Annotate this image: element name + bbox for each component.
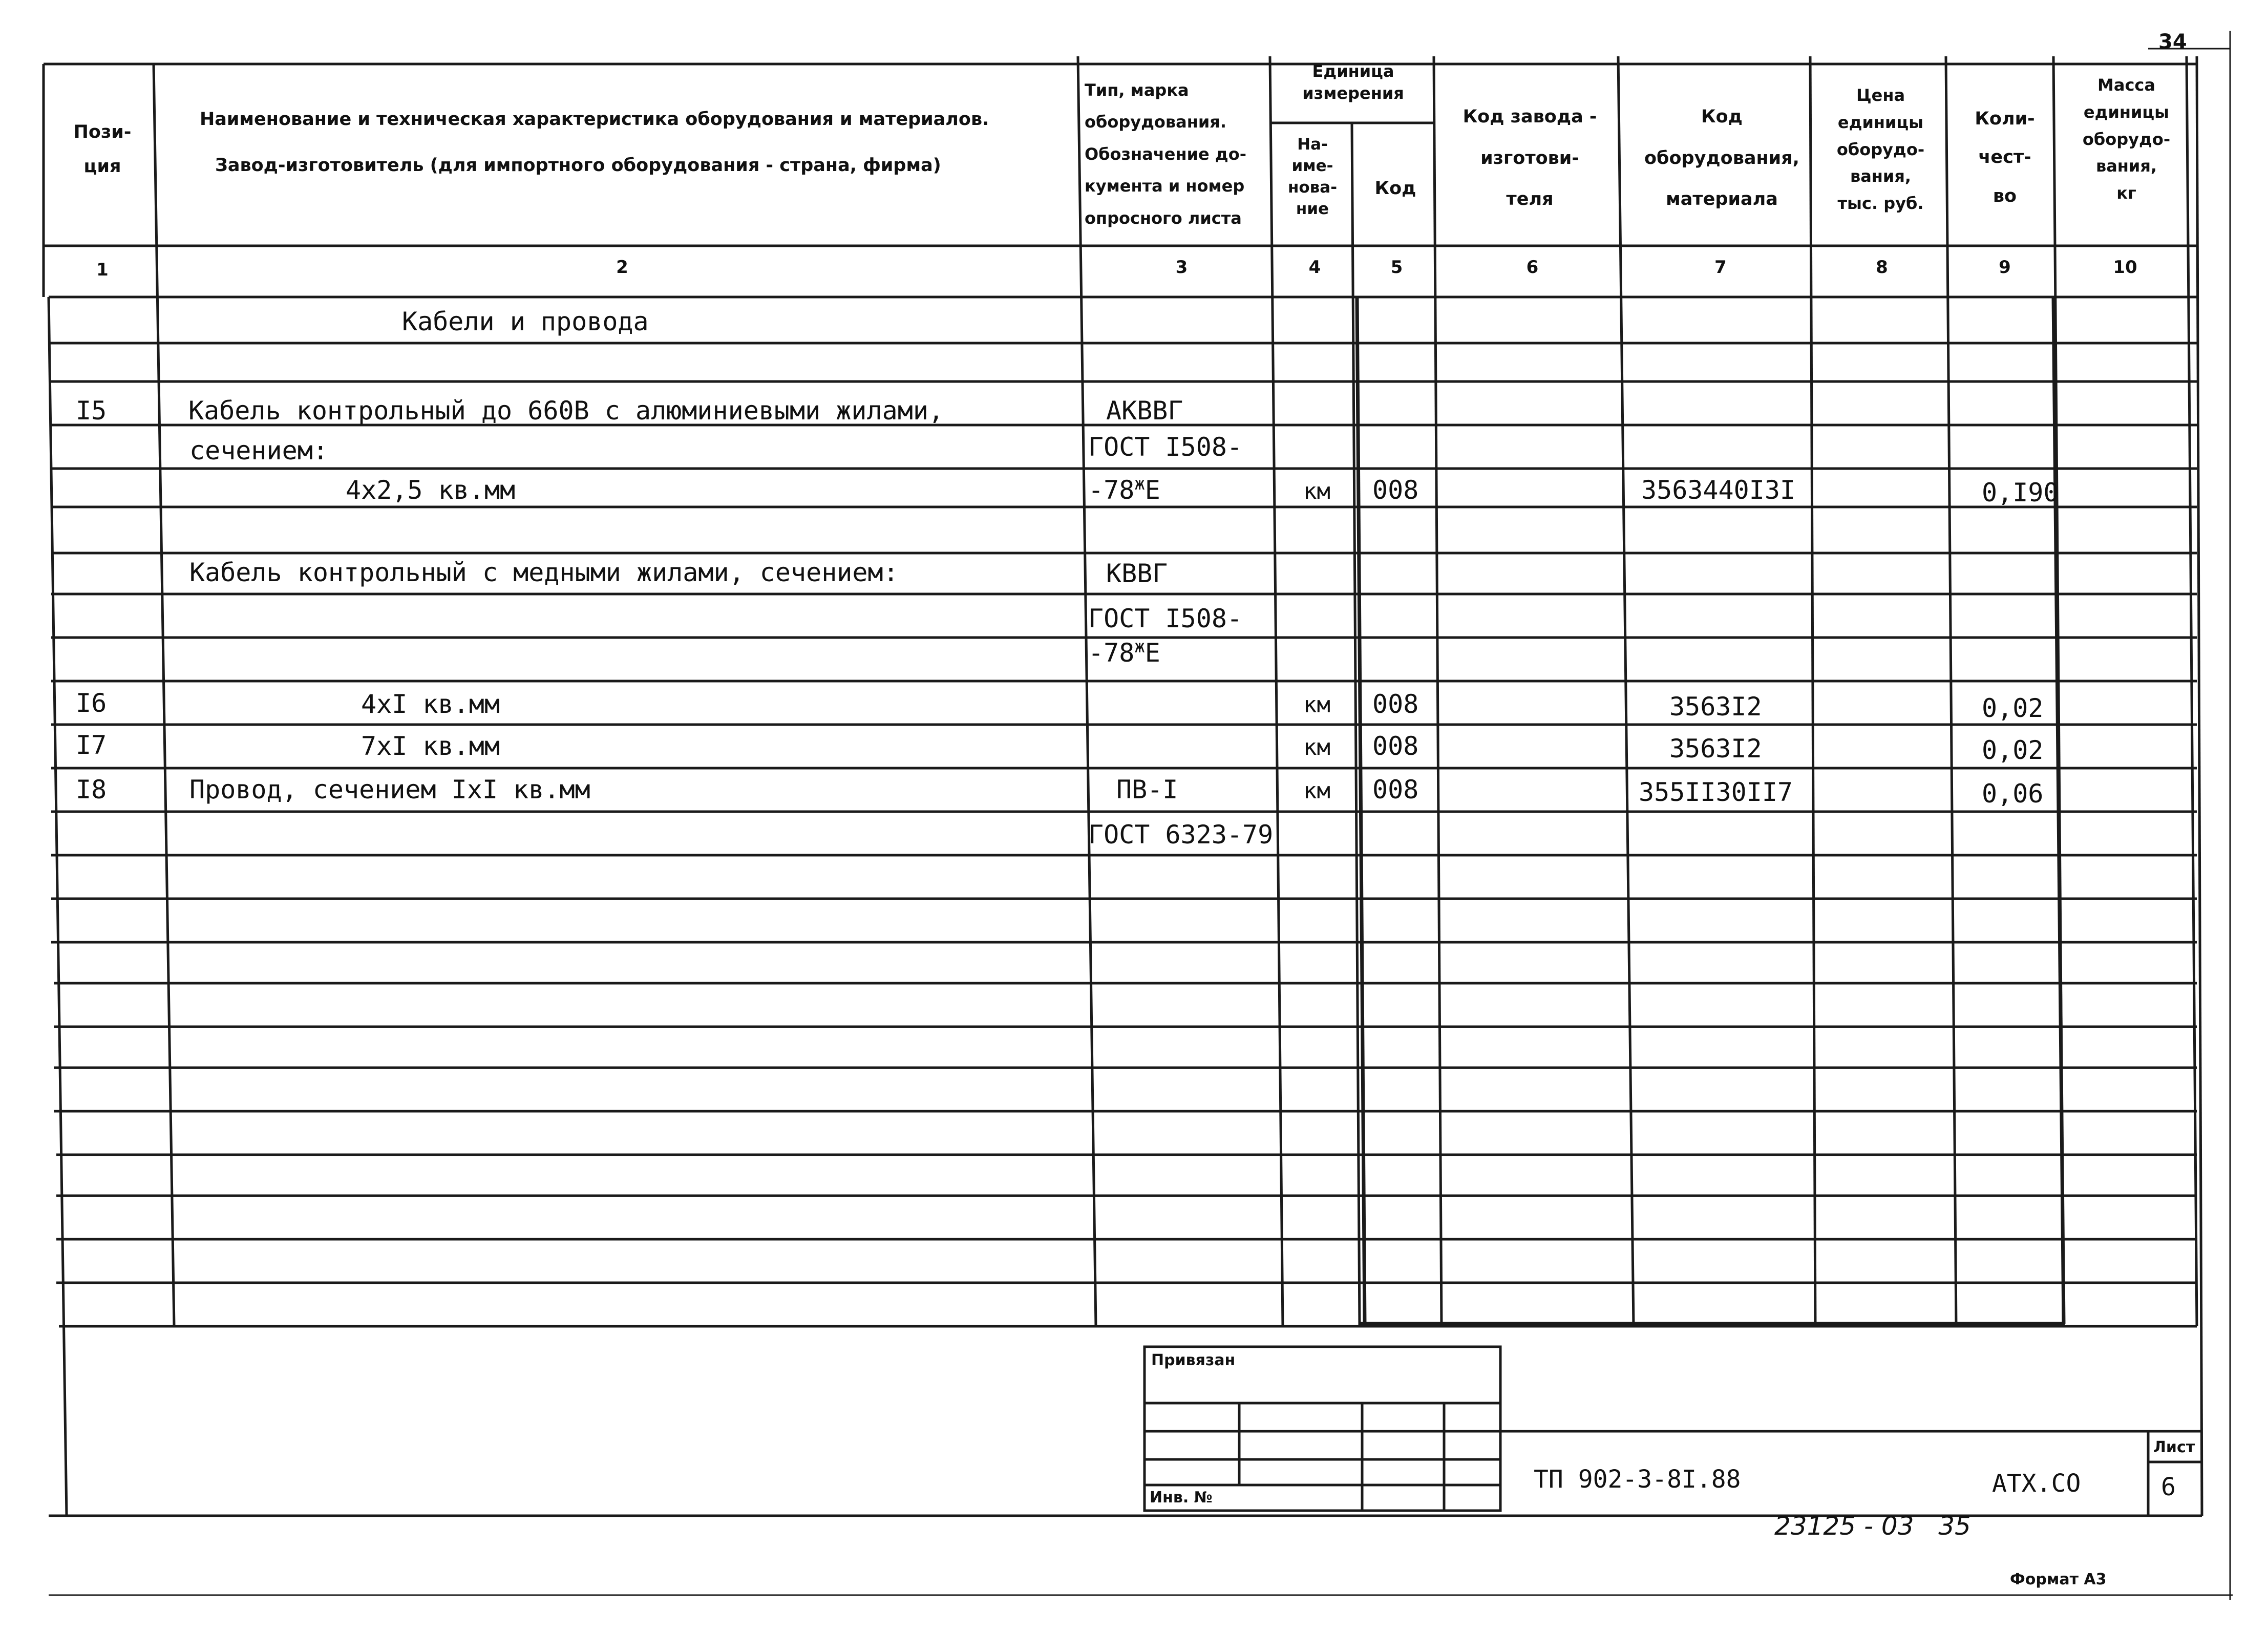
- item-16-unit-code: 008: [1372, 689, 1419, 719]
- column-number-2: 2: [616, 257, 628, 278]
- item-k-type: КВВГ: [1106, 559, 1168, 588]
- item-17-quantity: 0,02: [1982, 735, 2044, 765]
- header-name-line1: Наименование и техническая характеристика оборудования и материалов.: [200, 109, 989, 130]
- column-number-7: 7: [1714, 257, 1727, 278]
- item-18-equipment-code: 355II30II7: [1639, 777, 1793, 807]
- item-15-gost-line1: ГОСТ I508-: [1088, 432, 1243, 462]
- item-18-gost: ГОСТ 6323-79: [1088, 820, 1274, 850]
- header-mass: Масса единицы оборудо- вания, кг: [2082, 75, 2171, 203]
- item-15-unit: км: [1303, 478, 1330, 504]
- item-17-size: 7хI кв.мм: [361, 731, 500, 761]
- item-15-size: 4х2,5 кв.мм: [346, 475, 516, 505]
- item-15-quantity: 0,I90: [1982, 478, 2059, 507]
- sheet-label: Лист: [2153, 1438, 2195, 1456]
- position-16: I6: [76, 688, 107, 718]
- handwritten-inventory-note: 23125 - 03 35: [1774, 1511, 1971, 1541]
- item-k-gost-line1: ГОСТ I508-: [1088, 604, 1243, 633]
- format-label: Формат А3: [2010, 1571, 2107, 1588]
- item-16-unit: км: [1303, 692, 1330, 718]
- item-15-type: АКВВГ: [1106, 396, 1183, 426]
- item-k-name: Кабель контрольный с медными жилами, сечением:: [189, 558, 899, 587]
- column-number-3: 3: [1175, 257, 1188, 278]
- header-equipment-code: Код оборудования, материала: [1644, 107, 1799, 209]
- position-15: I5: [76, 396, 107, 426]
- column-number-10: 10: [2113, 257, 2137, 278]
- column-number-4: 4: [1308, 257, 1321, 278]
- header-plant-code: Код завода - изготови- теля: [1462, 107, 1597, 209]
- header-position: Пози- ция: [73, 122, 132, 177]
- sheet-number: 6: [2161, 1473, 2176, 1501]
- header-price: Цена единицы оборудо- вания, тыс. руб.: [1836, 86, 1925, 214]
- item-16-size: 4хI кв.мм: [361, 689, 500, 719]
- item-15-name: Кабель контрольный до 660В с алюминиевыми жилами,: [188, 396, 944, 426]
- position-17: I7: [76, 730, 107, 760]
- item-17-unit-code: 008: [1372, 731, 1419, 761]
- attached-label: Привязан: [1151, 1351, 1236, 1369]
- document-code: АТХ.СО: [1992, 1469, 2081, 1498]
- item-15-equipment-code: 3563440I3I: [1641, 475, 1796, 505]
- header-quantity: Коли- чест- во: [1975, 109, 2035, 206]
- header-unit: Единица измерения: [1302, 61, 1404, 103]
- page-number: 34: [2158, 30, 2187, 54]
- item-16-equipment-code: 3563I2: [1669, 692, 1762, 722]
- inventory-number-label: Инв. №: [1150, 1489, 1213, 1507]
- column-number-8: 8: [1876, 257, 1888, 278]
- header-type: Тип, марка оборудования. Обозначение до- кумента и номер опросного листа: [1085, 80, 1246, 228]
- position-18: I8: [76, 775, 107, 804]
- document-number: ТП 902-3-8I.88: [1534, 1465, 1741, 1494]
- column-number-1: 1: [96, 260, 109, 280]
- header-unit-name: На- име- нова- ние: [1287, 135, 1338, 218]
- item-k-gost-line2: $-78^жЕ$: [1088, 637, 1160, 668]
- item-16-quantity: 0,02: [1982, 693, 2044, 723]
- item-17-unit: км: [1303, 734, 1330, 760]
- item-18-name: Провод, сечением IхI кв.мм: [189, 775, 590, 804]
- item-15-name-cont: сечением:: [189, 436, 328, 465]
- section-title: Кабели и провода: [402, 307, 649, 336]
- item-18-unit: км: [1303, 778, 1330, 804]
- item-15-unit-code: 008: [1372, 475, 1419, 505]
- item-15-gost-line2: $-78^жЕ$: [1088, 474, 1160, 505]
- header-name-line2: Завод-изготовитель (для импортного оборудования - страна, фирма): [215, 155, 941, 176]
- column-number-5: 5: [1390, 257, 1403, 278]
- column-number-6: 6: [1526, 257, 1539, 278]
- header-unit-code: Код: [1374, 178, 1416, 199]
- item-18-quantity: 0,06: [1982, 779, 2044, 809]
- item-18-unit-code: 008: [1372, 775, 1419, 804]
- item-17-equipment-code: 3563I2: [1669, 734, 1762, 764]
- column-number-9: 9: [1999, 257, 2011, 278]
- item-18-type: ПВ-I: [1116, 775, 1178, 804]
